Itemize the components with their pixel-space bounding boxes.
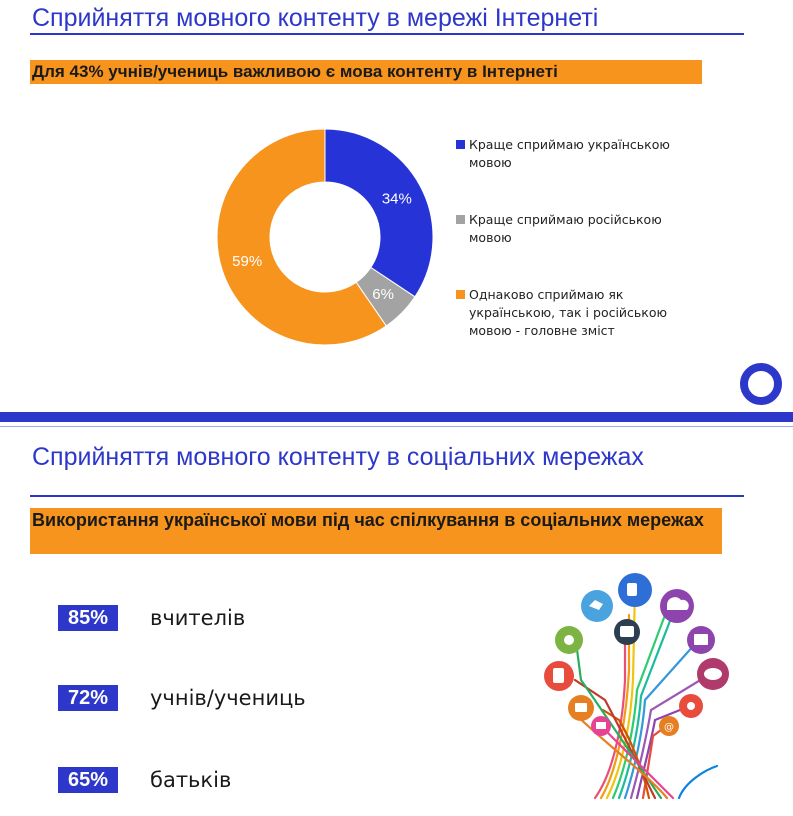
- section-divider-line: [0, 426, 793, 427]
- legend-swatch: [456, 140, 465, 149]
- slice-data-label: 34%: [381, 190, 412, 208]
- legend-item: [456, 211, 696, 286]
- section1-banner: Для 43% учнів/учениць важливою є мова контенту в Інтернеті: [30, 60, 702, 84]
- donut-slice: [325, 129, 433, 297]
- slice-data-label: 6%: [372, 286, 394, 304]
- section1-rule: [30, 33, 744, 35]
- section2-title: Сприйняття мовного контенту в соціальних мережах: [32, 443, 644, 471]
- social-network-tree-icon: [535, 570, 745, 802]
- legend-item: [456, 286, 696, 340]
- section-divider: [0, 412, 793, 422]
- legend-label: Однаково сприймаю як українською, так і російською мовою - головне зміст: [469, 287, 668, 338]
- section2-banner: Використання української мови під час спілкування в соціальних мережах: [30, 508, 722, 554]
- legend-label: Краще сприймаю українською мовою: [469, 137, 670, 170]
- legend-swatch: [456, 290, 465, 299]
- legend-swatch: [456, 215, 465, 224]
- ring-icon: [740, 363, 782, 405]
- section2-rule: [30, 495, 744, 497]
- svg-text:@: @: [664, 722, 674, 733]
- stat-value: 65%: [58, 767, 118, 793]
- donut-chart: [214, 126, 436, 348]
- stat-label: вчителів: [150, 606, 246, 630]
- legend-item: [456, 136, 696, 211]
- stat-label: учнів/учениць: [150, 686, 306, 710]
- legend-label: Краще сприймаю російською мовою: [469, 212, 662, 245]
- stat-label: батьків: [150, 768, 232, 792]
- section1-title: Сприйняття мовного контенту в мережі Інтернеті: [32, 4, 599, 32]
- slice-data-label: 59%: [232, 253, 263, 271]
- chart-legend: [456, 136, 696, 340]
- stat-value: 72%: [58, 685, 118, 711]
- stat-value: 85%: [58, 605, 118, 631]
